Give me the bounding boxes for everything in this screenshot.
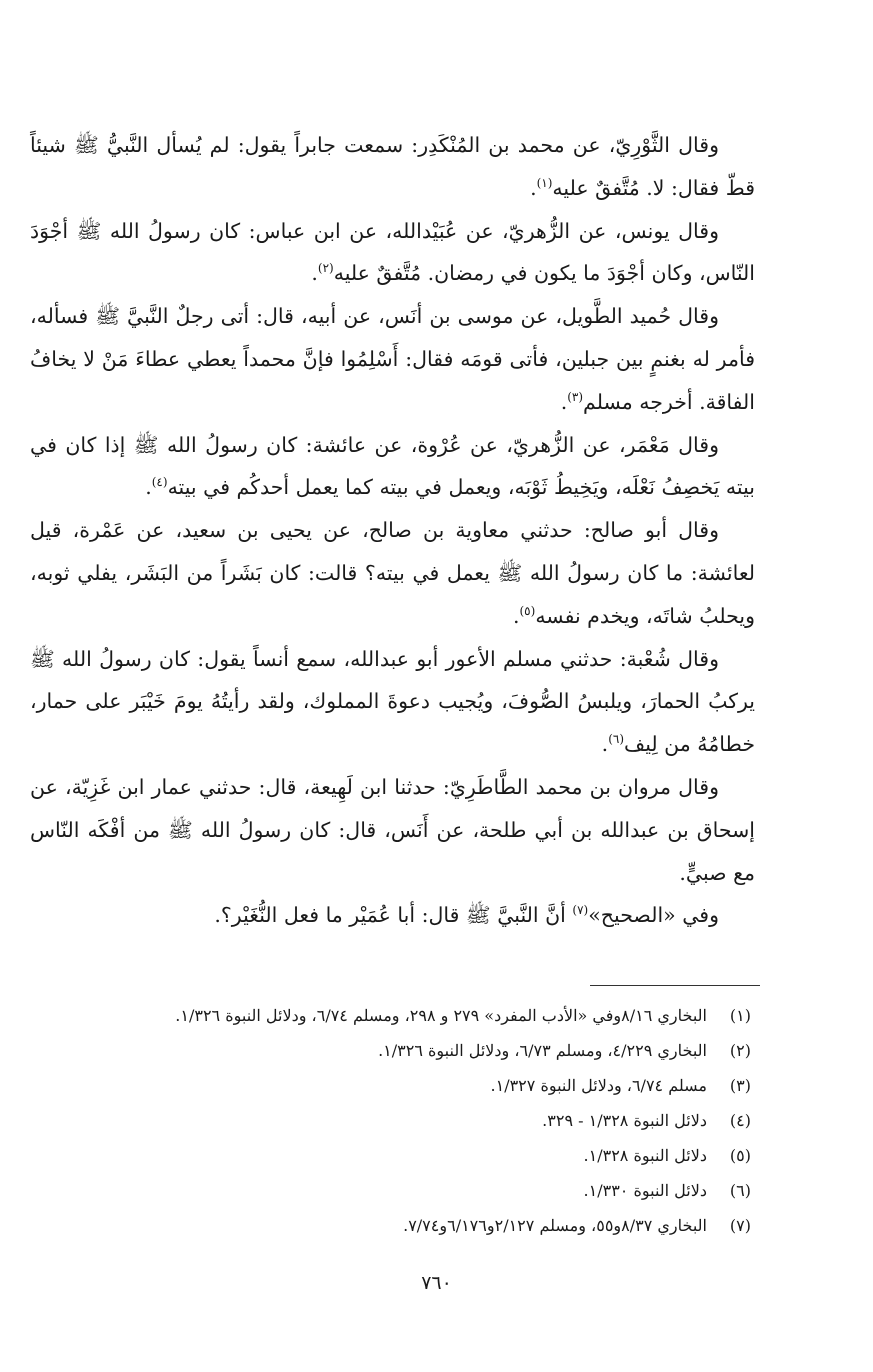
footnote-divider (590, 985, 760, 986)
footnote (30, 1173, 751, 1208)
footnote-number: (١) (729, 1006, 751, 1025)
paragraph-end: . (560, 389, 568, 414)
footnote-number: (٧) (729, 1216, 751, 1235)
footnote-text: دلائل النبوة ١/٣٢٨ - ٣٢٩. (542, 1111, 707, 1130)
paragraph-end: . (512, 603, 520, 628)
paragraph-text: وقال حُميد الطَّويل، عن موسى بن أنَس، عن أبيه، قال: أتى رجلٌ النَّبيَّ ﷺ فسأله، فأمر له بغنمٍ بين جبلين، فأتى قومَه فقال: أَسْلِمُوا فإنَّ محمداً يعطي عطاءَ مَنْ لا يخافُ الفاقة. أخرجه مسلم (30, 304, 755, 414)
paragraph (30, 210, 755, 296)
footnote (30, 1068, 751, 1103)
main-text (30, 124, 755, 937)
footnote-ref: (٦) (608, 732, 625, 747)
paragraph-text: وقال شُعْبة: حدثني مسلم الأعور أبو عبدالله، سمع أنساً يقول: كان رسولُ الله ﷺ يركبُ الحمارَ، ويلبسُ الصُّوفَ، ويُجيب دعوةَ المملوك، ولقد رأيتُهُ يومَ خَيْبَر على حمار، خطامُهُ من لِيف (30, 646, 755, 757)
footnote-text: مسلم ٦/٧٤، ودلائل النبوة ١/٣٢٧. (490, 1076, 707, 1095)
paragraph-text: وفي «الصحيح» (588, 903, 719, 928)
footnote-ref: (١) (536, 175, 553, 190)
footnote (30, 1138, 751, 1173)
footnote-text: البخاري ٤/٢٢٩، ومسلم ٦/٧٣، ودلائل النبوة ١/٣٢٦. (378, 1041, 707, 1060)
footnotes (30, 998, 751, 1243)
paragraph-end: . (601, 732, 609, 757)
footnote (30, 1208, 751, 1243)
footnote (30, 998, 751, 1033)
footnote (30, 1033, 751, 1068)
page-number: ٧٦٠ (421, 1272, 452, 1294)
paragraph-end: . (311, 261, 318, 286)
paragraph (30, 295, 755, 423)
paragraph-text: وقال أبو صالح: حدثني معاوية بن صالح، عن يحيى بن سعيد، عن عَمْرة، قيل لعائشة: ما كان رسولُ الله ﷺ يعمل في بيته؟ قالت: كان بَشَراً من البَشَر، يفلي ثوبه، ويحلبُ شاتَه، ويخدم نفسه (30, 518, 755, 628)
paragraph-text: وقال يونس، عن الزُّهريّ، عن عُبَيْدالله، عن ابن عباس: كان رسولُ الله ﷺ أجْوَدَ النّاس، وكان أجْوَدَ ما يكون في رمضان. مُتَّفقٌ عليه (30, 218, 755, 286)
paragraph (30, 509, 755, 637)
paragraph (30, 894, 755, 937)
footnote-text: البخاري ٨/١٦وفي «الأدب المفرد» ٢٧٩ و ٢٩٨، ومسلم ٦/٧٤، ودلائل النبوة ١/٣٢٦. (175, 1006, 707, 1025)
footnote-text: دلائل النبوة ١/٣٣٠. (583, 1181, 707, 1200)
paragraph (30, 124, 755, 210)
footnote-number: (٦) (729, 1181, 751, 1200)
footnote-number: (٤) (729, 1111, 751, 1130)
footnote-number: (٥) (729, 1146, 751, 1165)
paragraph-end: . (145, 475, 152, 500)
paragraph-text: وقال الثَّوْرِيّ، عن محمد بن المُنْكَدِر: سمعت جابراً يقول: لم يُسأل النَّبيُّ ﷺ شيئاً قطّ فقال: لا. مُتَّفقٌ عليه (30, 133, 755, 200)
paragraph (30, 638, 755, 766)
footnote-text: دلائل النبوة ١/٣٢٨. (583, 1146, 707, 1165)
footnote-text: البخاري ٨/٣٧و٥٥، ومسلم ٢/١٢٧و٦/١٧٦و٧/٧٤. (403, 1216, 707, 1235)
footnote-number: (٣) (729, 1076, 751, 1095)
footnote-ref: (٧) (572, 903, 589, 918)
paragraph (30, 766, 755, 894)
footnote-ref: (٤) (151, 475, 168, 490)
footnote (30, 1103, 751, 1138)
footnote-ref: (٣) (567, 389, 584, 404)
paragraph-text: وقال مَعْمَر، عن الزُّهريّ، عن عُرْوة، عن عائشة: كان رسولُ الله ﷺ إذا كان في بيته يَخصِفُ نَعْلَه، ويَخِيطُ ثَوْبَه، ويعمل في بيته كما يعمل أحدكُم في بيته (30, 432, 755, 500)
paragraph (30, 424, 755, 510)
footnote-ref: (٢) (317, 261, 334, 276)
paragraph-end: . (530, 175, 537, 200)
paragraph-text: وقال مروان بن محمد الطَّاطَرِيّ: حدثنا ابن لَهِيعة، قال: حدثني عمار ابن غَزِيّة، عن إسحاق بن عبدالله بن أبي طلحة، عن أَنَس، قال: كان رسولُ الله ﷺ من أفْكَه النّاس مع صبيٍّ. (30, 774, 755, 885)
footnote-ref: (٥) (519, 603, 536, 618)
footnote-number: (٢) (729, 1041, 751, 1060)
paragraph-end: أنَّ النَّبيَّ ﷺ قال: أبا عُمَيْر ما فعل النُّغَيْر؟. (214, 903, 573, 928)
